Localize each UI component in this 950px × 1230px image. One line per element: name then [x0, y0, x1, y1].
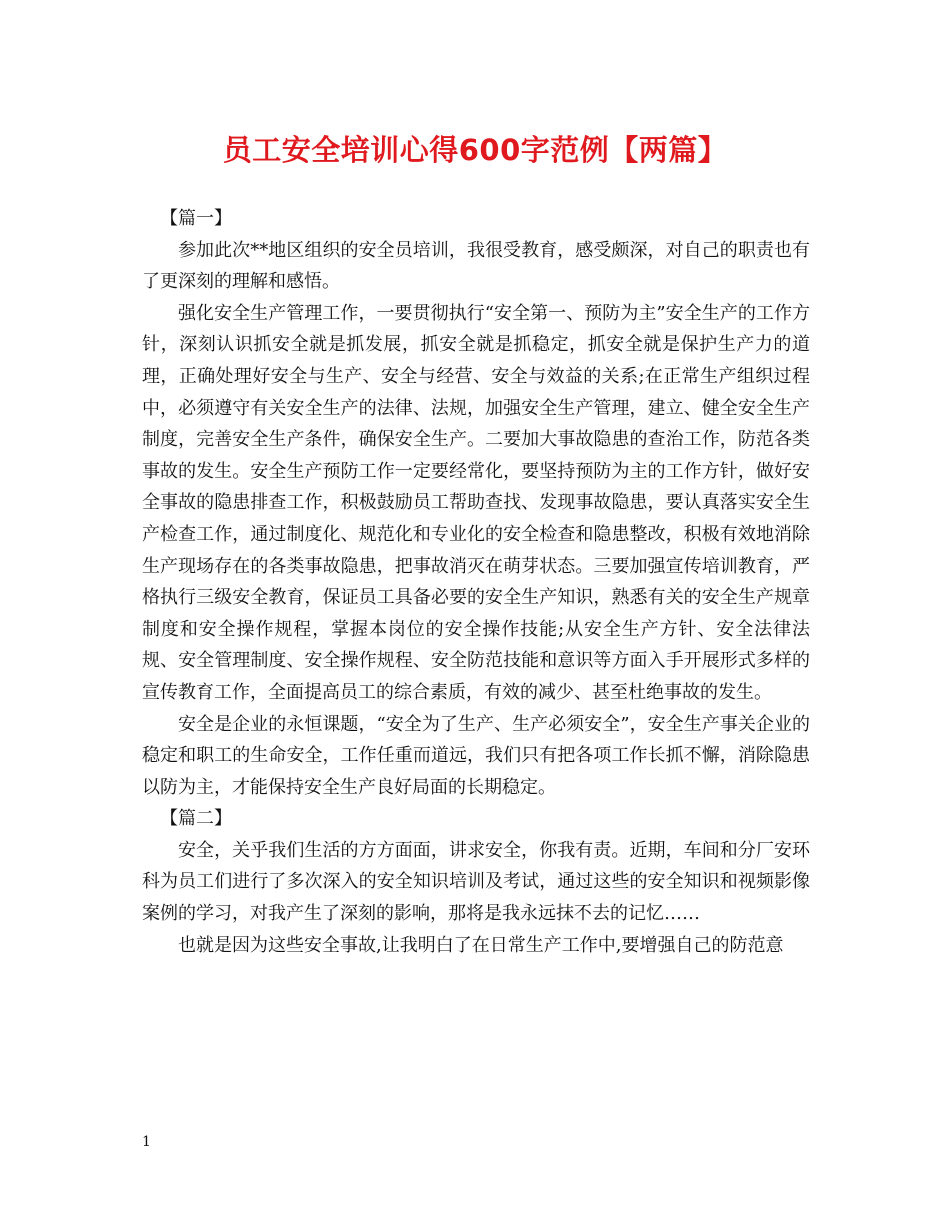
- document-body: [142, 203, 810, 961]
- section-heading-2: 【篇二】: [160, 808, 232, 830]
- paragraph: 也就是因为这些安全事故,让我明白了在日常生产工作中,要增强自己的防范意: [178, 934, 784, 956]
- paragraph: 参加此次**地区组织的安全员培训，我很受教育，感受颇深，对自己的职责也有了更深刻的理解和感悟。: [142, 239, 810, 293]
- section-heading-1: 【篇一】: [160, 208, 232, 229]
- paragraph: 强化安全生产管理工作，一要贯彻执行“安全第一、预防为主”安全生产的工作方针，深刻认识抓安全就是抓发展，抓安全就是抓稳定，抓安全就是保护生产力的道理，正确处理好安全与生产、安全与经营、安全与效益的关系;在正常生产组织过程中，必须遵守有关安全生产的法律、法规，加强安全生产管理，建立、健全安全生产制度，完善安全生产条件，确保安全生产。二要加大事故隐患的查治工作，防范各类事故的发生。安全生产预防工作一定要经常化，要坚持预防为主的工作方针，做好安全事故的隐患排查工作，积极鼓励员工帮助查找、发现事故隐患，要认真落实安全生产检查工作，通过制度化、规范化和专业化的安全检查和隐患整改，积极有效地消除生产现场存在的各类事故隐患，把事故消灭在萌芽状态。三要加强宣传培训教育，严格执行三级安全教育，保证员工具备必要的安全生产知识，熟悉有关的安全生产规章制度和安全操作规程，掌握本岗位的安全操作技能;从安全生产方针、安全法律法规、安全管理制度、安全操作规程、安全防范技能和意识等方面入手开展形式多样的宣传教育工作，全面提高员工的综合素质，有效的减少、甚至杜绝事故的发生。: [142, 302, 810, 703]
- document-title: 员工安全培训心得600字范例【两篇】: [222, 133, 728, 167]
- paragraph: 安全，关乎我们生活的方方面面，讲求安全，你我有责。近期，车间和分厂安环科为员工们进行了多次深入的安全知识培训及考试，通过这些的安全知识和视频影像案例的学习，对我产生了深刻的影响，那将是我永远抹不去的记忆……: [142, 839, 810, 925]
- paragraph: 安全是企业的永恒课题，“安全为了生产、生产必须安全”，安全生产事关企业的稳定和职工的生命安全，工作任重而道远，我们只有把各项工作长抓不懈，消除隐患以防为主，才能保持安全生产良好局面的长期稳定。: [142, 713, 810, 798]
- page-number: 1: [142, 1134, 151, 1150]
